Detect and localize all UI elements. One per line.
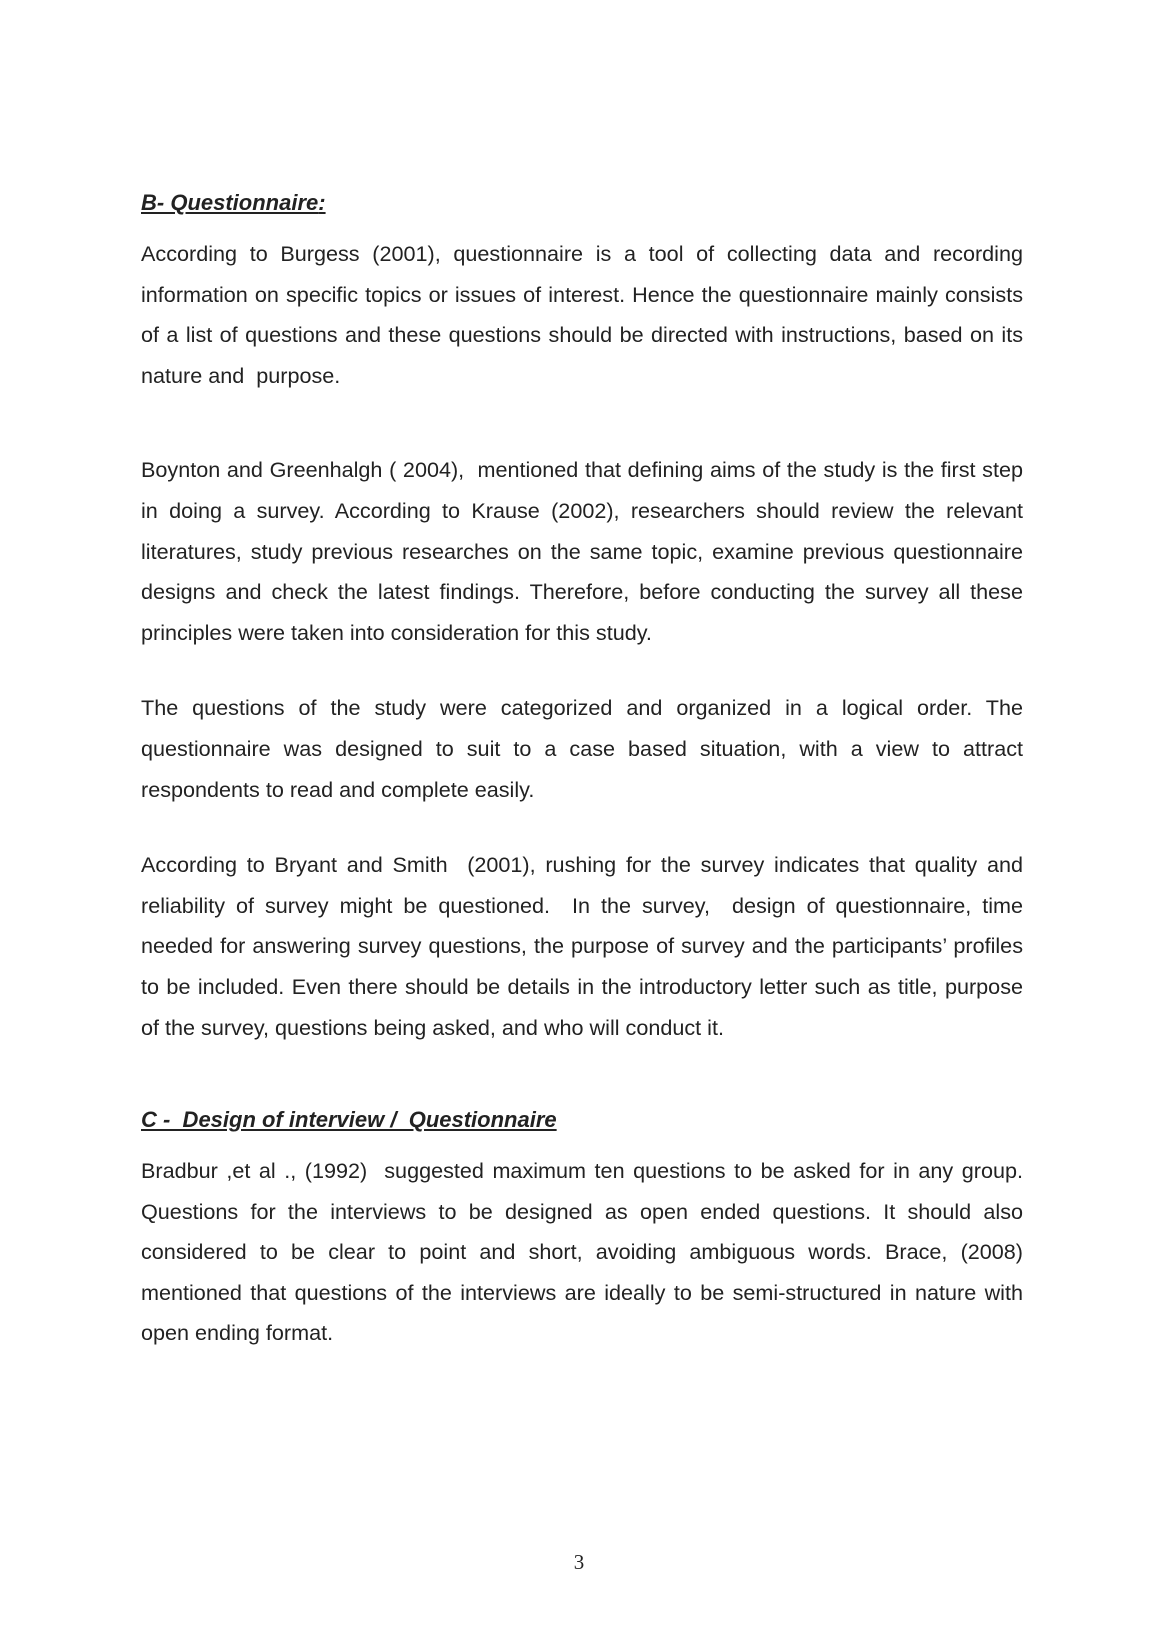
page-content [141,188,1029,1354]
section-b-heading-colon: : [318,190,326,215]
paragraph-logical-order: The questions of the study were categorized and organized in a logical order. The questionnaire was designed to suit to a case based situation, with a view to attract respondents to read and complete easily. [141,695,1029,802]
page-number: 3 [573,1550,585,1574]
paragraph-burgess: According to Burgess (2001), questionnaire is a tool of collecting data and recording information on specific topics or issues of interest. Hence the questionnaire mainly consists of a list of questions and these questions should be directed with instructions, based on its nature and purpose. [141,241,1029,388]
paragraph-boynton: Boynton and Greenhalgh ( 2004), mentioned that defining aims of the study is the first step in doing a survey. According to Krause (2002), researchers should review the relevant literatures, study previous researches on the same topic, examine previous questionnaire designs and check the latest findings. Therefore, before conducting the survey all these principles were taken into consideration for this study. [141,457,1029,645]
section-c-heading: C - Design of interview / Questionnaire [141,1107,557,1133]
section-b-heading-text: B- Questionnaire [141,190,319,215]
paragraph-bryant-smith: According to Bryant and Smith (2001), rushing for the survey indicates that quality and reliability of survey might be questioned. In the survey, design of questionnaire, time needed for answering survey questions, the purpose of survey and the participants’ profiles to be included. Even there should be details in the introductory letter such as title, purpose of the survey, questions being asked, and who will conduct it. [141,852,1029,1040]
paragraph-bradbur: Bradbur ,et al ., (1992) suggested maximum ten questions to be asked for in any group. Questions for the interviews to be designed as open ended questions. It should also considered to be clear to point and short, avoiding ambiguous words. Brace, (2008) mentioned that questions of the interviews are ideally to be semi-structured in nature with open ending format. [141,1158,1029,1346]
section-b-heading [141,188,1023,218]
